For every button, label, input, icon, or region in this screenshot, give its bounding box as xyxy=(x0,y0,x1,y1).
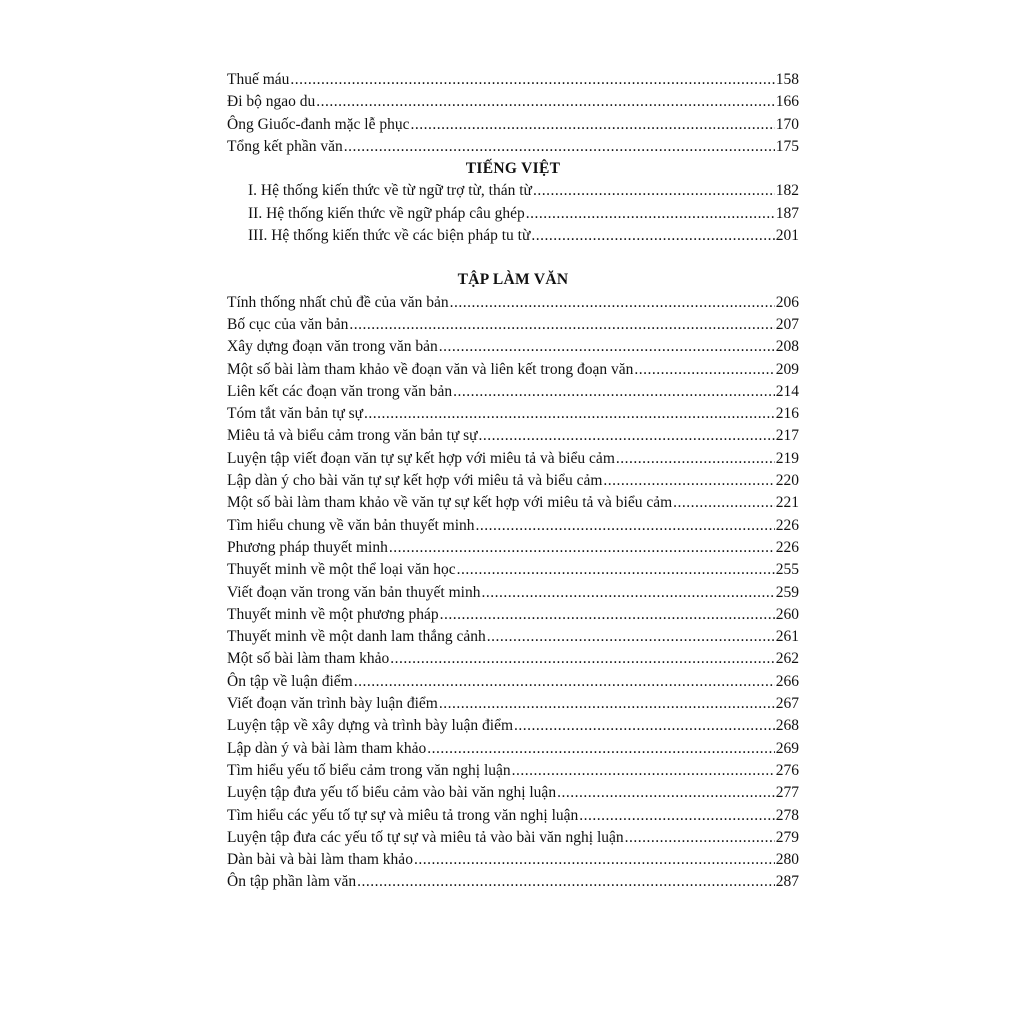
toc-entry-page: 260 xyxy=(775,605,799,623)
dot-leader xyxy=(481,582,774,604)
dot-leader xyxy=(533,180,775,202)
toc-entry xyxy=(227,381,799,403)
dot-leader xyxy=(673,492,775,514)
toc-entry xyxy=(227,760,799,782)
dot-leader xyxy=(603,470,774,492)
dot-leader xyxy=(349,314,774,336)
toc-entry-title: Ông Giuốc-đanh mặc lễ phục xyxy=(227,115,410,133)
toc-entry xyxy=(227,180,799,202)
toc-entry xyxy=(227,715,799,737)
toc-entry xyxy=(227,403,799,425)
toc-entry xyxy=(227,582,799,604)
toc-entry-page: 166 xyxy=(775,93,799,111)
toc-entry-title: Thuế máu xyxy=(227,71,290,88)
toc-entry xyxy=(227,871,799,893)
toc-entry-title: III. Hệ thống kiến thức về các biện pháp tu từ xyxy=(248,227,531,245)
toc-entry-page: 262 xyxy=(775,650,799,668)
toc-entry-title: Luyện tập đưa các yếu tố tự sự và miêu tả vào bài văn nghị luận xyxy=(227,828,624,846)
toc-entry xyxy=(227,515,799,537)
dot-leader xyxy=(439,336,775,358)
toc-entry xyxy=(227,69,799,91)
toc-entry-title: Dàn bài và bài làm tham khảo xyxy=(227,851,413,869)
dot-leader xyxy=(427,738,774,760)
section-title-tieng-viet: TIẾNG VIỆT xyxy=(465,160,561,178)
dot-leader xyxy=(476,515,775,537)
toc-entry-page: 219 xyxy=(775,449,799,467)
toc-entry-title: Miêu tả và biểu cảm trong văn bản tự sự xyxy=(227,427,478,445)
dot-leader xyxy=(364,403,775,425)
toc-entry xyxy=(227,359,799,381)
toc-entry xyxy=(227,492,799,514)
toc-entry xyxy=(227,470,799,492)
toc-entry-title: Một số bài làm tham khảo về văn tự sự kết hợp với miêu tả và biểu cảm xyxy=(227,494,673,512)
toc-entry-title: Viết đoạn văn trình bày luận điểm xyxy=(227,695,438,713)
toc-entry-title: Luyện tập về xây dựng và trình bày luận điểm xyxy=(227,717,514,735)
toc-entry xyxy=(227,849,799,871)
toc-entry xyxy=(227,136,799,158)
dot-leader xyxy=(414,849,775,871)
toc-entry-page: 226 xyxy=(775,538,799,556)
dot-leader xyxy=(411,114,775,136)
toc-entry-title: II. Hệ thống kiến thức về ngữ pháp câu ghép xyxy=(248,204,525,222)
toc-entry-title: Viết đoạn văn trong văn bản thuyết minh xyxy=(227,583,481,601)
toc-entry xyxy=(227,425,799,447)
toc-entry-page: 209 xyxy=(775,360,799,378)
toc-entry-page: 277 xyxy=(775,784,799,802)
toc-entry xyxy=(227,91,799,113)
toc-entry-page: 259 xyxy=(775,583,799,601)
toc-entry-title: Tìm hiểu các yếu tố tự sự và miêu tả trong văn nghị luận xyxy=(227,806,579,824)
toc-entry-title: Luyện tập viết đoạn văn tự sự kết hợp với miêu tả và biểu cảm xyxy=(227,449,615,467)
toc-entry-page: 170 xyxy=(775,115,799,133)
toc-entry-title: I. Hệ thống kiến thức về từ ngữ trợ từ, thán từ xyxy=(248,182,532,200)
toc-entry-page: 261 xyxy=(775,628,799,646)
toc-entry xyxy=(227,738,799,760)
dot-leader xyxy=(439,693,775,715)
toc-entry xyxy=(227,604,799,626)
dot-leader xyxy=(625,827,775,849)
dot-leader xyxy=(557,782,775,804)
toc-entry-title: Một số bài làm tham khảo xyxy=(227,650,390,668)
toc-entry-title: Tóm tắt văn bản tự sự xyxy=(227,405,364,423)
toc-entry-title: Tính thống nhất chủ đề của văn bản xyxy=(227,293,449,311)
toc-entry-title: Tổng kết phần văn xyxy=(227,137,343,155)
dot-leader xyxy=(390,648,774,670)
dot-leader xyxy=(531,225,774,247)
toc-entry-page: 255 xyxy=(775,561,799,579)
toc-entry-page: 278 xyxy=(775,806,799,824)
dot-leader xyxy=(457,559,775,581)
toc-entry-title: Xây dựng đoạn văn trong văn bản xyxy=(227,338,438,356)
toc-entry xyxy=(227,671,799,693)
toc-entry-page: 217 xyxy=(775,427,799,445)
dot-leader xyxy=(479,425,775,447)
toc-entry-page: 175 xyxy=(775,137,799,155)
toc-entry-page: 267 xyxy=(775,695,799,713)
toc-entry-page: 287 xyxy=(775,873,799,891)
toc-entry xyxy=(227,648,799,670)
toc-entry-title: Lập dàn ý và bài làm tham khảo xyxy=(227,739,427,757)
dot-leader xyxy=(290,69,774,91)
toc-entry xyxy=(227,448,799,470)
toc-entry-title: Thuyết minh về một thể loại văn học xyxy=(227,561,456,579)
dot-leader xyxy=(354,671,775,693)
dot-leader xyxy=(487,626,775,648)
toc-entry xyxy=(227,203,799,225)
dot-leader xyxy=(514,715,775,737)
toc-entry-title: Thuyết minh về một danh lam thắng cảnh xyxy=(227,628,486,646)
dot-leader xyxy=(440,604,775,626)
toc-entry-page: 220 xyxy=(775,472,799,490)
toc-entry-title: Ôn tập về luận điểm xyxy=(227,672,353,690)
toc-entry-page: 158 xyxy=(775,71,799,88)
toc-entry-title: Luyện tập đưa yếu tố biểu cảm vào bài văn nghị luận xyxy=(227,784,557,802)
toc-entry-title: Phương pháp thuyết minh xyxy=(227,538,388,556)
toc-entry-title: Lập dàn ý cho bài văn tự sự kết hợp với miêu tả và biểu cảm xyxy=(227,472,603,490)
dot-leader xyxy=(316,91,774,113)
dot-leader xyxy=(453,381,775,403)
toc-entry-page: 269 xyxy=(775,739,799,757)
section-title-tap-lam-van: TẬP LÀM VĂN xyxy=(457,271,569,289)
toc-entry-page: 201 xyxy=(775,227,799,245)
toc-entry-title: Ôn tập phần làm văn xyxy=(227,873,357,891)
toc-entry xyxy=(227,114,799,136)
toc-group-literature xyxy=(227,69,799,158)
dot-leader xyxy=(389,537,775,559)
toc-entry-page: 206 xyxy=(775,293,799,311)
toc-entry-title: Liên kết các đoạn văn trong văn bản xyxy=(227,382,453,400)
table-of-contents xyxy=(227,69,799,894)
toc-entry xyxy=(227,782,799,804)
toc-entry-page: 221 xyxy=(775,494,799,512)
dot-leader xyxy=(616,448,775,470)
toc-entry-title: Tìm hiểu yếu tố biểu cảm trong văn nghị luận xyxy=(227,761,511,779)
toc-entry xyxy=(227,314,799,336)
toc-entry-title: Bố cục của văn bản xyxy=(227,315,349,333)
toc-entry-title: Thuyết minh về một phương pháp xyxy=(227,605,439,623)
dot-leader xyxy=(634,359,774,381)
toc-group-tap-lam-van xyxy=(227,292,799,894)
toc-group-tieng-viet xyxy=(227,180,799,247)
toc-entry-page: 187 xyxy=(775,204,799,222)
toc-entry-title: Đi bộ ngao du xyxy=(227,93,316,111)
toc-entry xyxy=(227,537,799,559)
toc-entry-page: 266 xyxy=(775,672,799,690)
toc-entry xyxy=(227,225,799,247)
toc-entry xyxy=(227,336,799,358)
toc-entry-page: 279 xyxy=(775,828,799,846)
toc-entry-page: 280 xyxy=(775,851,799,869)
dot-leader xyxy=(450,292,775,314)
toc-entry-page: 182 xyxy=(775,182,799,200)
section-spacer xyxy=(227,247,799,269)
toc-entry xyxy=(227,693,799,715)
toc-entry-page: 216 xyxy=(775,405,799,423)
toc-entry xyxy=(227,805,799,827)
toc-entry-page: 208 xyxy=(775,338,799,356)
dot-leader xyxy=(344,136,775,158)
dot-leader xyxy=(579,805,774,827)
toc-entry-page: 268 xyxy=(775,717,799,735)
toc-entry-page: 226 xyxy=(775,516,799,534)
dot-leader xyxy=(357,871,775,893)
toc-entry-title: Tìm hiểu chung về văn bản thuyết minh xyxy=(227,516,475,534)
toc-entry xyxy=(227,292,799,314)
toc-entry-page: 214 xyxy=(775,382,799,400)
toc-entry-page: 207 xyxy=(775,315,799,333)
dot-leader xyxy=(512,760,775,782)
dot-leader xyxy=(526,203,775,225)
toc-entry-title: Một số bài làm tham khảo về đoạn văn và liên kết trong đoạn văn xyxy=(227,360,634,378)
toc-entry xyxy=(227,626,799,648)
toc-entry xyxy=(227,559,799,581)
toc-entry xyxy=(227,827,799,849)
toc-entry-page: 276 xyxy=(775,761,799,779)
